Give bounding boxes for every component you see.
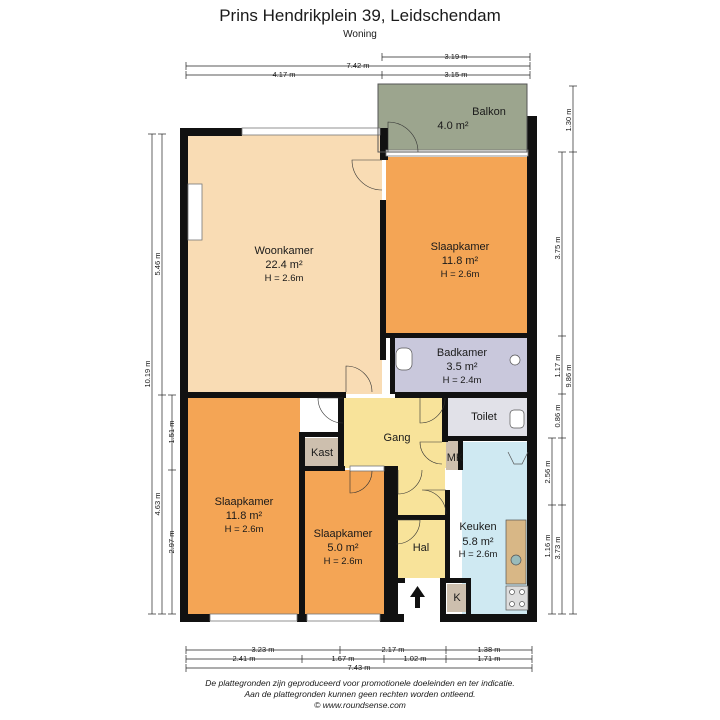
label-woonkamer-height: H = 2.6m [264,273,304,284]
label-slaapkamer-s-height: H = 2.6m [323,556,363,567]
dim-right-mid: 3.73 m [553,536,562,560]
label-slaapkamer-sw-name: Slaapkamer [214,496,274,508]
dim-top-1: 3.19 m [444,52,468,61]
label-woonkamer-area: 22.4 m² [265,259,303,271]
label-woonkamer-name: Woonkamer [254,245,314,257]
plan-subtitle: Woning [343,29,377,40]
label-badkamer-name: Badkamer [436,347,488,359]
dim-right-inner-2: 1.17 m [553,354,562,378]
label-hal-name: Hal [412,542,430,554]
label-slaapkamer-ne-name: Slaapkamer [430,241,490,253]
label-balkon-area: 4.0 m² [437,120,469,132]
label-mk-name: MK [446,452,464,464]
label-k-name: K [453,592,461,604]
dim-bottom-2c: 1.02 m [403,654,427,663]
label-slaapkamer-s-area: 5.0 m² [327,542,359,554]
label-slaapkamer-ne-height: H = 2.6m [440,269,480,280]
dim-left-mid-bottom: 4.63 m [153,492,162,516]
label-badkamer-height: H = 2.4m [442,375,482,386]
dim-left-inner-top: 1.51 m [167,420,176,444]
label-balkon-name: Balkon [472,106,506,118]
dim-bottom-2a: 2.41 m [232,654,256,663]
dim-right-inner-3: 0.86 m [553,404,562,428]
label-badkamer-area: 3.5 m² [446,361,478,373]
dim-bottom-2d: 1.71 m [477,654,501,663]
dim-right-inner-5: 1.16 m [543,534,552,558]
dim-left-mid-top: 5.46 m [153,252,162,276]
dim-right-outer: 9.86 m [564,364,573,388]
dim-right-inner-1: 3.75 m [553,236,562,260]
dim-left-outer: 10.19 m [143,360,152,388]
label-slaapkamer-sw-area: 11.8 m² [225,510,263,522]
dim-bottom-2b: 1.67 m [331,654,355,663]
dimensions-right [548,86,577,614]
dim-bottom-1b: 2.17 m [381,645,405,654]
label-kast-name: Kast [310,447,334,459]
label-keuken-name: Keuken [459,521,497,533]
disclaimer-line-2: Aan de plattegronden kunnen geen rechten worden ontleend. [244,689,476,699]
label-gang-name: Gang [383,432,411,444]
dim-bottom-1c: 1.38 m [477,645,501,654]
dim-left-inner-bottom: 2.97 m [167,530,176,554]
label-slaapkamer-s-name: Slaapkamer [313,528,373,540]
disclaimer [0,678,720,711]
label-slaapkamer-ne-area: 11.8 m² [441,255,479,267]
label-slaapkamer-sw-height: H = 2.6m [224,524,264,535]
label-toilet-name: Toilet [471,411,497,423]
dim-top-3-right: 3.15 m [444,70,468,79]
plan-title: Prins Hendrikplein 39, Leidschendam [219,6,501,25]
label-keuken-height: H = 2.6m [458,549,498,560]
entrance-arrow-icon [410,586,425,608]
disclaimer-line-1: De plattegronden zijn geproduceerd voor promotionele doeleinden en ter indicatie. [205,678,515,688]
dim-top-3-left: 4.17 m [272,70,296,79]
dim-bottom-3: 7.43 m [347,663,371,672]
dim-right-balkon: 1.30 m [564,108,573,132]
copyright: © www.roundsense.com [314,700,406,710]
room-balkon [378,84,527,152]
dim-top-2: 7.42 m [346,61,370,70]
dim-bottom-1a: 3.23 m [251,645,275,654]
dim-right-inner-4: 2.56 m [543,460,552,484]
label-keuken-area: 5.8 m² [462,536,494,548]
